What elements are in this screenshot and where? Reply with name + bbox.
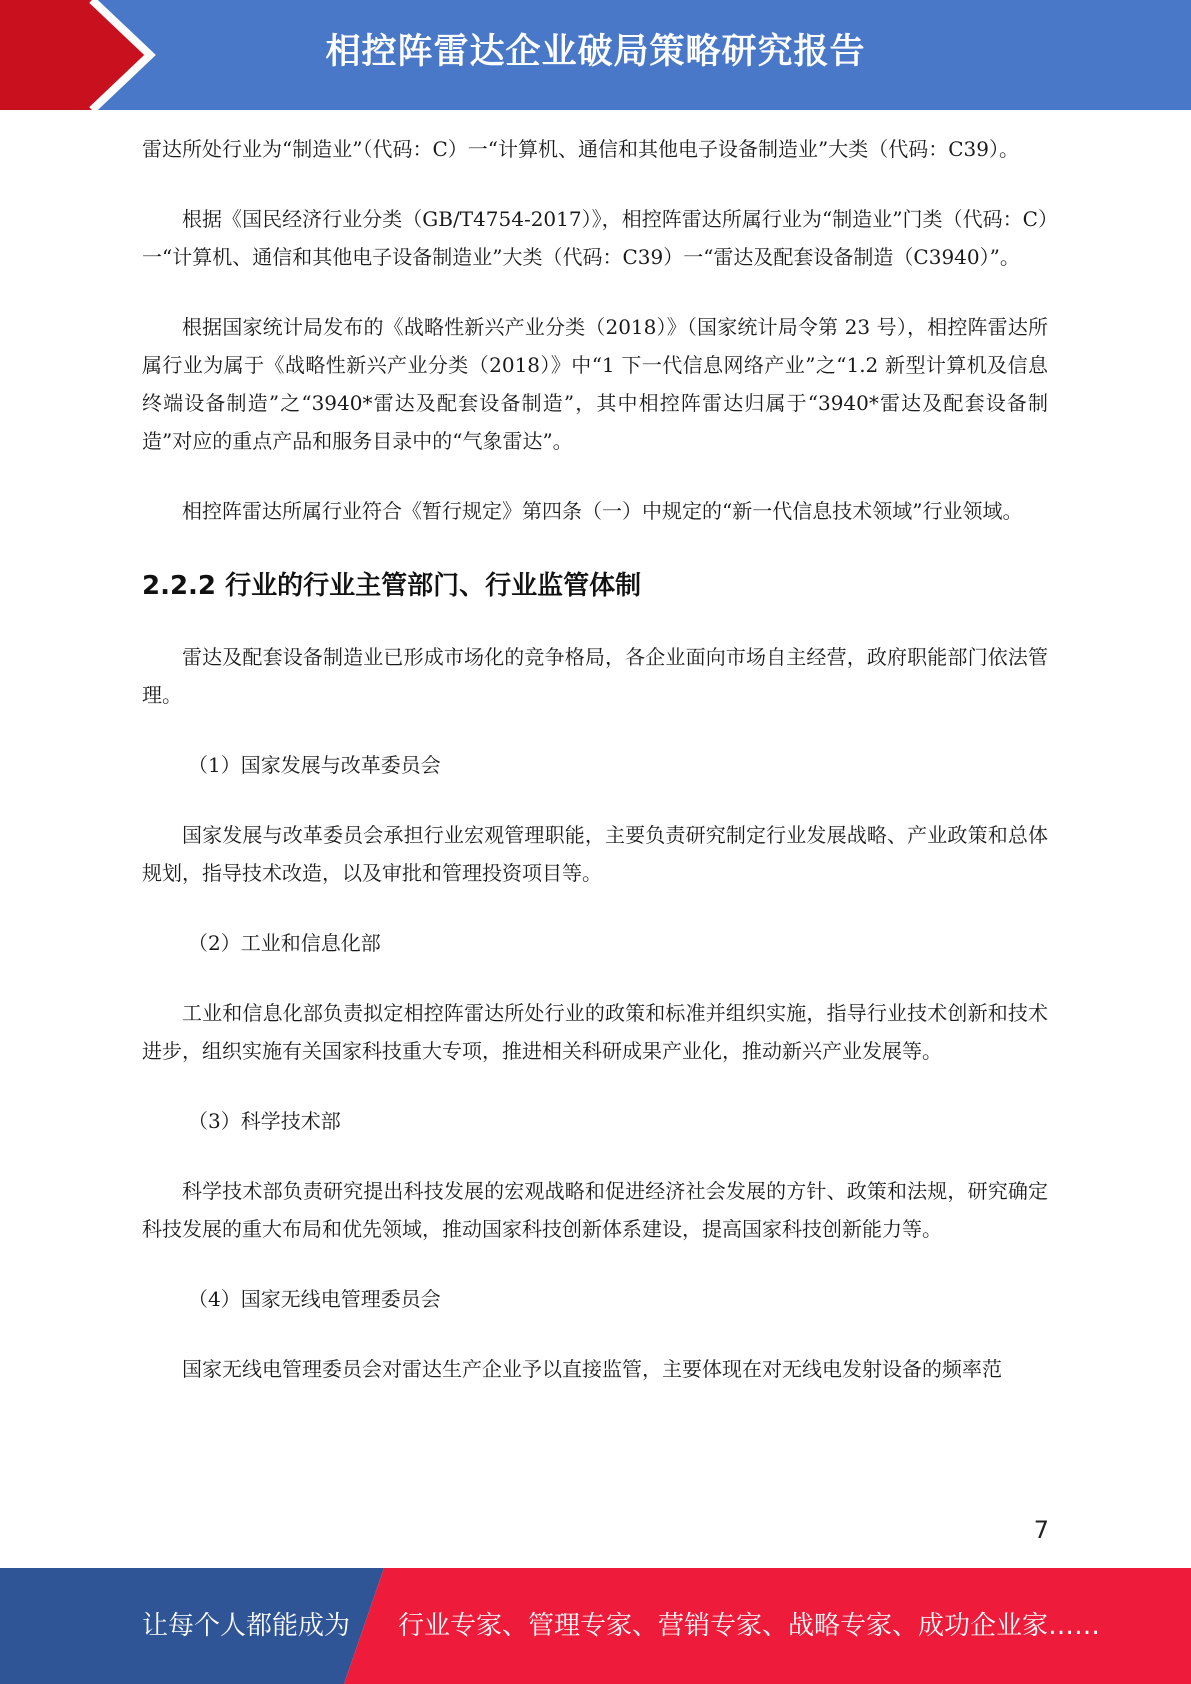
item-text-most: 科学技术部负责研究提出科技发展的宏观战略和促进经济社会发展的方针、政策和法规，研究确定科技发展的重大布局和优先领域，推动国家科技创新体系建设，提高国家科技创新能力等。 xyxy=(142,1179,1048,1241)
item-text-radio-committee: 国家无线电管理委员会对雷达生产企业予以直接监管，主要体现在对无线电发射设备的频率范 xyxy=(182,1357,1002,1381)
report-title: 相控阵雷达企业破局策略研究报告 xyxy=(325,32,866,72)
item-title-miit: （2）工业和信息化部 xyxy=(188,931,381,955)
footer-slogan-left: 让每个人都能成为 xyxy=(142,1611,351,1641)
paragraph-gb-classification: 根据《国民经济行业分类（GB/T4754-2017）》，相控阵雷达所属行业为“制造业”门类（代码：C）一“计算机、通信和其他电子设备制造业”大类（代码：C39）一“雷达及配套设备制造（C3940）”。 xyxy=(142,207,1048,269)
paragraph-strategic-industry: 根据国家统计局发布的《战略性新兴产业分类（2018）》（国家统计局令第 23 号），相控阵雷达所属行业为属于《战略性新兴产业分类（2018）》中“1 下一代信息网络产业”之“1.2 新型计算机及信息终端设备制造”之“3940*雷达及配套设备制造”，其中相控阵雷达归属于“3940*雷达及配套设备制造”对应的重点产品和服务目录中的“气象雷达”。 xyxy=(142,315,1048,453)
footer-band xyxy=(0,1568,1191,1684)
item-title-radio-committee: （4）国家无线电管理委员会 xyxy=(188,1287,441,1311)
footer-slogan-right: 行业专家、管理专家、营销专家、战略专家、成功企业家…… xyxy=(398,1611,1101,1641)
item-title-ndrc: （1）国家发展与改革委员会 xyxy=(188,753,441,777)
section-heading: 2.2.2 行业的行业主管部门、行业监管体制 xyxy=(142,571,642,601)
paragraph-market-structure: 雷达及配套设备制造业已形成市场化的竞争格局，各企业面向市场自主经营，政府职能部门依法管理。 xyxy=(142,645,1048,707)
report-header-band xyxy=(0,0,1191,110)
paragraph-regulation-compliance: 相控阵雷达所属行业符合《暂行规定》第四条（一）中规定的“新一代信息技术领域”行业领域。 xyxy=(182,499,1023,523)
document-body xyxy=(142,130,1048,1388)
item-text-miit: 工业和信息化部负责拟定相控阵雷达所处行业的政策和标准并组织实施，指导行业技术创新和技术进步，组织实施有关国家科技重大专项，推进相关科研成果产业化，推动新兴产业发展等。 xyxy=(142,1001,1048,1063)
item-text-ndrc: 国家发展与改革委员会承担行业宏观管理职能，主要负责研究制定行业发展战略、产业政策和总体规划，指导技术改造，以及审批和管理投资项目等。 xyxy=(142,823,1048,885)
paragraph-industry-classification: 雷达所处行业为“制造业”（代码：C）一“计算机、通信和其他电子设备制造业”大类（代码：C39）。 xyxy=(142,137,1019,161)
item-title-most: （3）科学技术部 xyxy=(188,1109,341,1133)
page-number: 7 xyxy=(1033,1516,1049,1544)
